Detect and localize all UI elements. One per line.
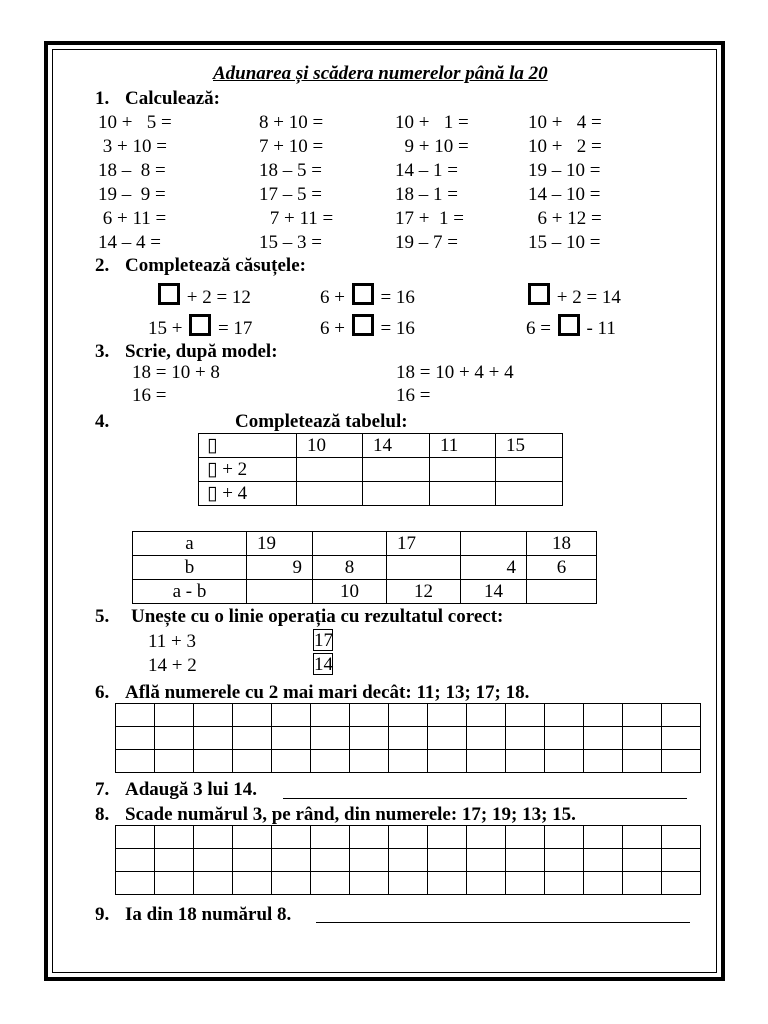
ex9-label: Ia din 18 numărul 8.	[125, 904, 292, 925]
ex2-item-5: 6 + = 16	[320, 314, 415, 338]
table-row-label: ▯ + 4	[199, 482, 297, 506]
ex1-operation: 18 – 8 =	[98, 160, 166, 181]
grid-cell[interactable]	[155, 704, 194, 727]
ab-cell[interactable]: 6	[527, 556, 597, 580]
grid-cell[interactable]	[506, 750, 545, 773]
ex2-number: 2.	[95, 255, 110, 276]
table-answer-cell[interactable]	[363, 482, 430, 506]
ex3-model-a: 18 = 10 + 8	[132, 362, 220, 383]
grid-cell[interactable]	[233, 704, 272, 727]
grid-cell[interactable]	[116, 750, 155, 773]
ex4-label: Completează tabelul:	[235, 411, 408, 432]
grid-cell[interactable]	[311, 704, 350, 727]
ab-row-label: b	[133, 556, 247, 580]
ex5-result-box[interactable]: 14	[314, 654, 333, 675]
grid-cell[interactable]	[272, 727, 311, 750]
ex6-label: Află numerele cu 2 mai mari decât: 11; 13; 17; 18.	[125, 682, 530, 703]
grid-cell[interactable]	[194, 727, 233, 750]
grid-cell[interactable]	[623, 750, 662, 773]
grid-cell[interactable]	[311, 826, 350, 849]
ex7-answer-line[interactable]	[283, 798, 687, 799]
ex2-item-6: 6 = - 11	[526, 314, 616, 338]
grid-cell[interactable]	[545, 826, 584, 849]
ex2-item-2: 6 + = 16	[320, 283, 415, 307]
grid-cell[interactable]	[389, 727, 428, 750]
grid-cell[interactable]	[233, 826, 272, 849]
ex3-model-b: 18 = 10 + 4 + 4	[396, 362, 514, 383]
grid-cell[interactable]	[350, 872, 389, 895]
answer-box[interactable]	[352, 314, 374, 336]
grid-cell[interactable]	[467, 826, 506, 849]
grid-cell[interactable]	[428, 704, 467, 727]
answer-box[interactable]	[558, 314, 580, 336]
ab-cell[interactable]	[313, 532, 387, 556]
ex3-number: 3.	[95, 341, 110, 362]
grid-cell[interactable]	[662, 704, 701, 727]
grid-cell[interactable]	[584, 750, 623, 773]
ab-cell[interactable]	[247, 580, 313, 604]
grid-cell[interactable]	[545, 704, 584, 727]
ex4-number: 4.	[95, 411, 110, 432]
ex1-operation: 15 – 3 =	[259, 232, 322, 253]
ex8-number: 8.	[95, 804, 110, 825]
table-row-label: ▯ + 2	[199, 458, 297, 482]
grid-cell[interactable]	[272, 750, 311, 773]
ex1-operation: 14 – 4 =	[98, 232, 161, 253]
grid-cell[interactable]	[545, 727, 584, 750]
ex1-operation: 19 – 9 =	[98, 184, 166, 205]
ex1-operation: 14 – 10 =	[528, 184, 601, 205]
table-answer-cell[interactable]	[297, 458, 363, 482]
ab-row-label: a - b	[133, 580, 247, 604]
grid-cell[interactable]	[272, 826, 311, 849]
grid-cell[interactable]	[545, 872, 584, 895]
grid-cell[interactable]	[116, 727, 155, 750]
grid-cell[interactable]	[233, 872, 272, 895]
grid-cell[interactable]	[350, 849, 389, 872]
grid-cell[interactable]	[623, 849, 662, 872]
ex3-answer-a: 16 =	[132, 385, 167, 406]
grid-cell[interactable]	[311, 849, 350, 872]
ex1-operation: 19 – 10 =	[528, 160, 601, 181]
answer-box[interactable]	[189, 314, 211, 336]
ex5-label: Unește cu o linie operația cu rezultatul corect:	[131, 606, 504, 627]
grid-cell[interactable]	[506, 872, 545, 895]
ex5-operation: 11 + 3	[148, 631, 197, 652]
ab-row-label: a	[133, 532, 247, 556]
grid-cell[interactable]	[584, 872, 623, 895]
grid-cell[interactable]	[350, 727, 389, 750]
table-header-cell: 11	[430, 434, 496, 458]
ex3-label: Scrie, după model:	[125, 341, 278, 362]
ex1-operation: 17 – 5 =	[259, 184, 322, 205]
ex9-answer-line[interactable]	[316, 922, 690, 923]
grid-cell[interactable]	[116, 849, 155, 872]
grid-cell[interactable]	[233, 750, 272, 773]
ex3-answer-b: 16 =	[396, 385, 431, 406]
table-answer-cell[interactable]	[430, 458, 496, 482]
answer-box[interactable]	[352, 283, 374, 305]
ex1-operation: 19 – 7 =	[395, 232, 458, 253]
grid-cell[interactable]	[584, 727, 623, 750]
grid-cell[interactable]	[155, 872, 194, 895]
table-answer-cell[interactable]	[496, 482, 563, 506]
grid-cell[interactable]	[584, 826, 623, 849]
grid-cell[interactable]	[194, 849, 233, 872]
grid-cell[interactable]	[506, 704, 545, 727]
answer-box[interactable]	[528, 283, 550, 305]
grid-cell[interactable]	[194, 750, 233, 773]
table-answer-cell[interactable]	[297, 482, 363, 506]
ab-cell[interactable]: 10	[313, 580, 387, 604]
grid-cell[interactable]	[506, 826, 545, 849]
grid-cell[interactable]	[467, 872, 506, 895]
grid-cell[interactable]	[155, 826, 194, 849]
grid-cell[interactable]	[545, 849, 584, 872]
ex1-number: 1.	[95, 88, 110, 109]
grid-cell[interactable]	[389, 704, 428, 727]
grid-cell[interactable]	[623, 826, 662, 849]
ex1-operation: 6 + 12 =	[528, 208, 602, 229]
table-answer-cell[interactable]	[363, 458, 430, 482]
grid-cell[interactable]	[662, 727, 701, 750]
grid-cell[interactable]	[116, 826, 155, 849]
grid-cell[interactable]	[467, 750, 506, 773]
ex8-label: Scade numărul 3, pe rând, din numerele: 17; 19; 13; 15.	[125, 804, 576, 825]
ex1-operation: 9 + 10 =	[395, 136, 469, 157]
grid-cell[interactable]	[662, 750, 701, 773]
table-header-cell: 10	[297, 434, 363, 458]
grid-cell[interactable]	[584, 704, 623, 727]
ex5-result-box[interactable]: 17	[314, 630, 333, 651]
ab-cell[interactable]: 4	[461, 556, 527, 580]
table-header-cell: 14	[363, 434, 430, 458]
grid-cell[interactable]	[623, 704, 662, 727]
ex7-number: 7.	[95, 779, 110, 800]
grid-cell[interactable]	[467, 727, 506, 750]
grid-cell[interactable]	[428, 750, 467, 773]
grid-cell[interactable]	[428, 727, 467, 750]
grid-cell[interactable]	[350, 704, 389, 727]
ex1-operation: 10 + 5 =	[98, 112, 172, 133]
ab-cell[interactable]: 14	[461, 580, 527, 604]
grid-cell[interactable]	[428, 849, 467, 872]
grid-cell[interactable]	[428, 872, 467, 895]
table-header-cell: 15	[496, 434, 563, 458]
ex1-operation: 10 + 4 =	[528, 112, 602, 133]
grid-cell[interactable]	[467, 704, 506, 727]
ex1-operation: 18 – 5 =	[259, 160, 322, 181]
ex2-item-3: + 2 = 14	[526, 283, 621, 307]
grid-cell[interactable]	[311, 750, 350, 773]
ex1-label: Calculează:	[125, 88, 220, 109]
ab-cell[interactable]	[527, 580, 597, 604]
grid-cell[interactable]	[389, 872, 428, 895]
grid-cell[interactable]	[662, 849, 701, 872]
grid-cell[interactable]	[389, 849, 428, 872]
grid-cell[interactable]	[467, 849, 506, 872]
grid-cell[interactable]	[272, 872, 311, 895]
table-header-cell: ▯	[199, 434, 297, 458]
grid-cell[interactable]	[194, 826, 233, 849]
ex1-operation: 7 + 10 =	[259, 136, 324, 157]
table-answer-cell[interactable]	[430, 482, 496, 506]
grid-cell[interactable]	[545, 750, 584, 773]
table-answer-cell[interactable]	[496, 458, 563, 482]
ex1-operation: 3 + 10 =	[98, 136, 167, 157]
grid-cell[interactable]	[389, 750, 428, 773]
ab-cell[interactable]: 17	[387, 532, 461, 556]
ex1-operation: 15 – 10 =	[528, 232, 601, 253]
ab-cell[interactable]: 8	[313, 556, 387, 580]
grid-cell[interactable]	[272, 704, 311, 727]
grid-cell[interactable]	[272, 849, 311, 872]
ex1-operation: 18 – 1 =	[395, 184, 458, 205]
ex1-operation: 10 + 2 =	[528, 136, 602, 157]
grid-cell[interactable]	[194, 872, 233, 895]
grid-cell[interactable]	[350, 826, 389, 849]
ex1-operation: 17 + 1 =	[395, 208, 464, 229]
grid-cell[interactable]	[155, 727, 194, 750]
ex1-operation: 14 – 1 =	[395, 160, 458, 181]
grid-cell[interactable]	[311, 872, 350, 895]
grid-cell[interactable]	[194, 704, 233, 727]
ex2-item-4: 15 + = 17	[148, 314, 252, 338]
ex9-number: 9.	[95, 904, 110, 925]
grid-cell[interactable]	[428, 826, 467, 849]
grid-cell[interactable]	[155, 750, 194, 773]
grid-cell[interactable]	[116, 704, 155, 727]
ex1-operation: 8 + 10 =	[259, 112, 324, 133]
ex6-number: 6.	[95, 682, 110, 703]
ab-cell[interactable]	[461, 532, 527, 556]
grid-cell[interactable]	[506, 849, 545, 872]
grid-cell[interactable]	[116, 872, 155, 895]
grid-cell[interactable]	[233, 849, 272, 872]
ab-table	[132, 531, 597, 604]
ab-cell[interactable]	[387, 556, 461, 580]
grid-cell[interactable]	[584, 849, 623, 872]
ex7-label: Adaugă 3 lui 14.	[125, 779, 257, 800]
ex4-table	[198, 433, 563, 506]
grid-cell[interactable]	[233, 727, 272, 750]
worksheet-title: Adunarea și scădera numerelor până la 20	[213, 63, 548, 84]
ab-cell[interactable]: 12	[387, 580, 461, 604]
ex2-item-1: + 2 = 12	[156, 283, 251, 307]
answer-box[interactable]	[158, 283, 180, 305]
ab-cell[interactable]: 9	[247, 556, 313, 580]
ex1-operation: 10 + 1 =	[395, 112, 469, 133]
grid-cell[interactable]	[506, 727, 545, 750]
ex1-operation: 6 + 11 =	[98, 208, 167, 229]
grid-cell[interactable]	[662, 872, 701, 895]
grid-cell[interactable]	[311, 727, 350, 750]
grid-cell[interactable]	[623, 727, 662, 750]
grid-cell[interactable]	[662, 826, 701, 849]
ex2-label: Completează căsuțele:	[125, 255, 306, 276]
ex5-operation: 14 + 2	[148, 655, 197, 676]
ex1-operation: 7 + 11 =	[265, 208, 334, 229]
grid-cell[interactable]	[155, 849, 194, 872]
ab-cell[interactable]: 18	[527, 532, 597, 556]
ex5-number: 5.	[95, 606, 110, 627]
ab-cell[interactable]: 19	[247, 532, 313, 556]
grid-cell[interactable]	[389, 826, 428, 849]
grid-cell[interactable]	[623, 872, 662, 895]
grid-cell[interactable]	[350, 750, 389, 773]
